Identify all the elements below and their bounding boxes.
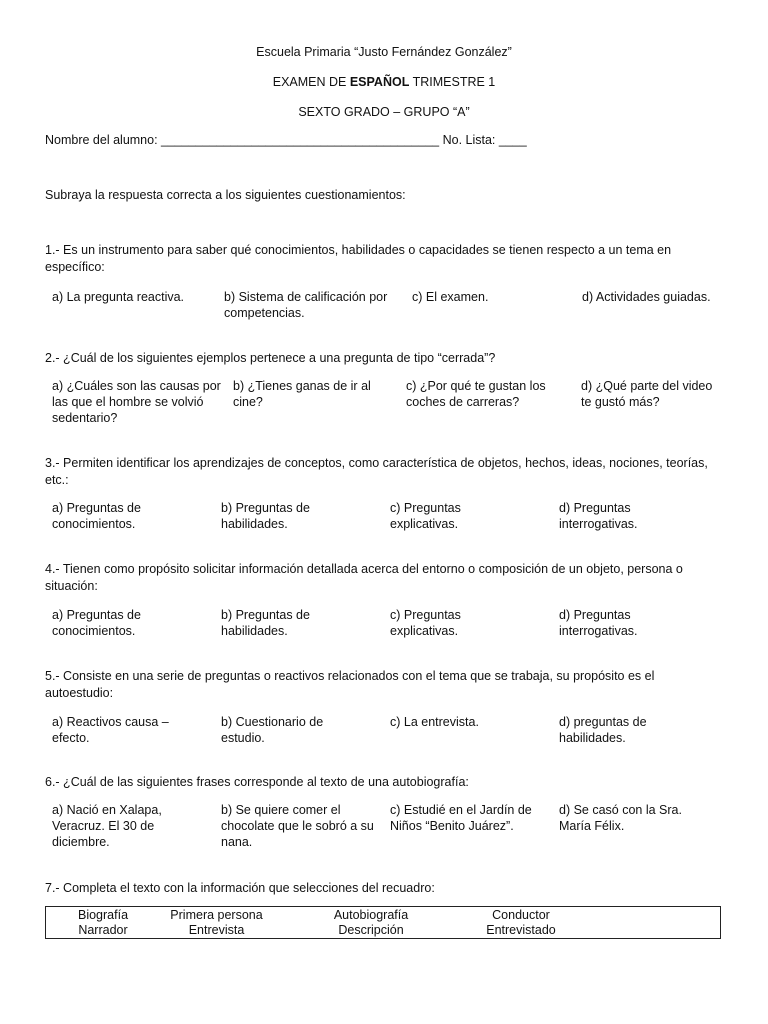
question-7: 7.- Completa el texto con la información que selecciones del recuadro: [45,881,435,895]
word-box-item: Primera persona [170,908,263,922]
exam-title-prefix: EXAMEN DE [272,75,350,89]
exam-title-suffix: TRIMESTRE 1 [409,75,496,89]
option-a[interactable]: a) Nació en Xalapa, Veracruz. El 30 de diciembre. [52,803,162,849]
option-b[interactable]: b) ¿Tienes ganas de ir al cine? [233,379,371,409]
word-box-item: Conductor [492,908,550,922]
question-1-options [52,289,722,349]
option-c[interactable]: c) Preguntas explicativas. [390,608,461,638]
option-b[interactable]: b) Sistema de calificación por competencias. [224,290,388,320]
question-4: 4.- Tienen como propósito solicitar información detallada acerca del entorno o composición de un objeto, persona o situación: [45,562,683,593]
option-a[interactable]: a) La pregunta reactiva. [52,290,185,304]
question-3-options [52,500,722,560]
word-box-item: Biografía [77,908,129,922]
question-5: 5.- Consiste en una serie de preguntas o reactivos relacionados con el tema que se trabaja, su propósito es el autoestudio: [45,669,655,700]
option-c[interactable]: c) La entrevista. [390,715,479,729]
option-b[interactable]: b) Preguntas de habilidades. [221,608,310,638]
list-number-field[interactable]: No. Lista: ____ [442,133,527,147]
option-a[interactable]: a) ¿Cuáles son las causas por las que el hombre se volvió sedentario? [52,379,221,425]
word-box-item: Descripción [338,923,404,937]
word-box-item: Narrador [78,923,128,937]
option-a[interactable]: a) Preguntas de conocimientos. [52,501,141,531]
word-box-item: Entrevista [188,923,245,937]
option-c[interactable]: c) El examen. [412,290,489,304]
word-box-item: Autobiografía [333,908,409,922]
option-d[interactable]: d) ¿Qué parte del video te gustó más? [581,379,713,409]
word-box-item: Entrevistado [486,923,556,937]
option-c[interactable]: c) Preguntas explicativas. [390,501,461,531]
option-d[interactable]: d) Preguntas interrogativas. [559,608,638,638]
option-a[interactable]: a) Preguntas de conocimientos. [52,608,141,638]
question-1: 1.- Es un instrumento para saber qué conocimientos, habilidades o capacidades se tienen respecto a un tema en específico: [45,243,672,274]
option-d[interactable]: d) preguntas de habilidades. [559,715,647,745]
option-d[interactable]: d) Se casó con la Sra. María Félix. [559,803,682,833]
instruction: Subraya la respuesta correcta a los siguientes cuestionamientos: [45,188,406,202]
question-6-options [52,802,722,862]
school-name: Escuela Primaria “Justo Fernández González” [256,45,512,59]
option-b[interactable]: b) Cuestionario de estudio. [221,715,324,745]
question-2: 2.- ¿Cuál de los siguientes ejemplos pertenece a una pregunta de tipo “cerrada”? [45,351,496,365]
student-line [45,133,725,147]
option-d[interactable]: d) Actividades guiadas. [582,290,711,304]
question-6: 6.- ¿Cuál de las siguientes frases corresponde al texto de una autobiografía: [45,775,469,789]
student-name-field[interactable]: Nombre del alumno: ________________________________________ [45,133,440,147]
question-4-options [52,607,722,667]
option-b[interactable]: b) Se quiere comer el chocolate que le sobró a su nana. [221,803,374,849]
exam-subject: ESPAÑOL [349,75,410,89]
option-c[interactable]: c) ¿Por qué te gustan los coches de carreras? [406,379,546,409]
question-5-options [52,714,722,774]
exam-title [0,75,768,89]
option-c[interactable]: c) Estudié en el Jardín de Niños “Benito Juárez”. [390,803,532,833]
option-a[interactable]: a) Reactivos causa – efecto. [52,715,169,745]
option-d[interactable]: d) Preguntas interrogativas. [559,501,638,531]
option-b[interactable]: b) Preguntas de habilidades. [221,501,310,531]
word-box [45,906,721,939]
question-2-options [52,378,722,438]
question-3: 3.- Permiten identificar los aprendizajes de conceptos, como característica de objetos, hechos, ideas, nociones, teorías, etc.: [45,456,708,487]
grade-group: SEXTO GRADO – GRUPO “A” [298,105,470,119]
